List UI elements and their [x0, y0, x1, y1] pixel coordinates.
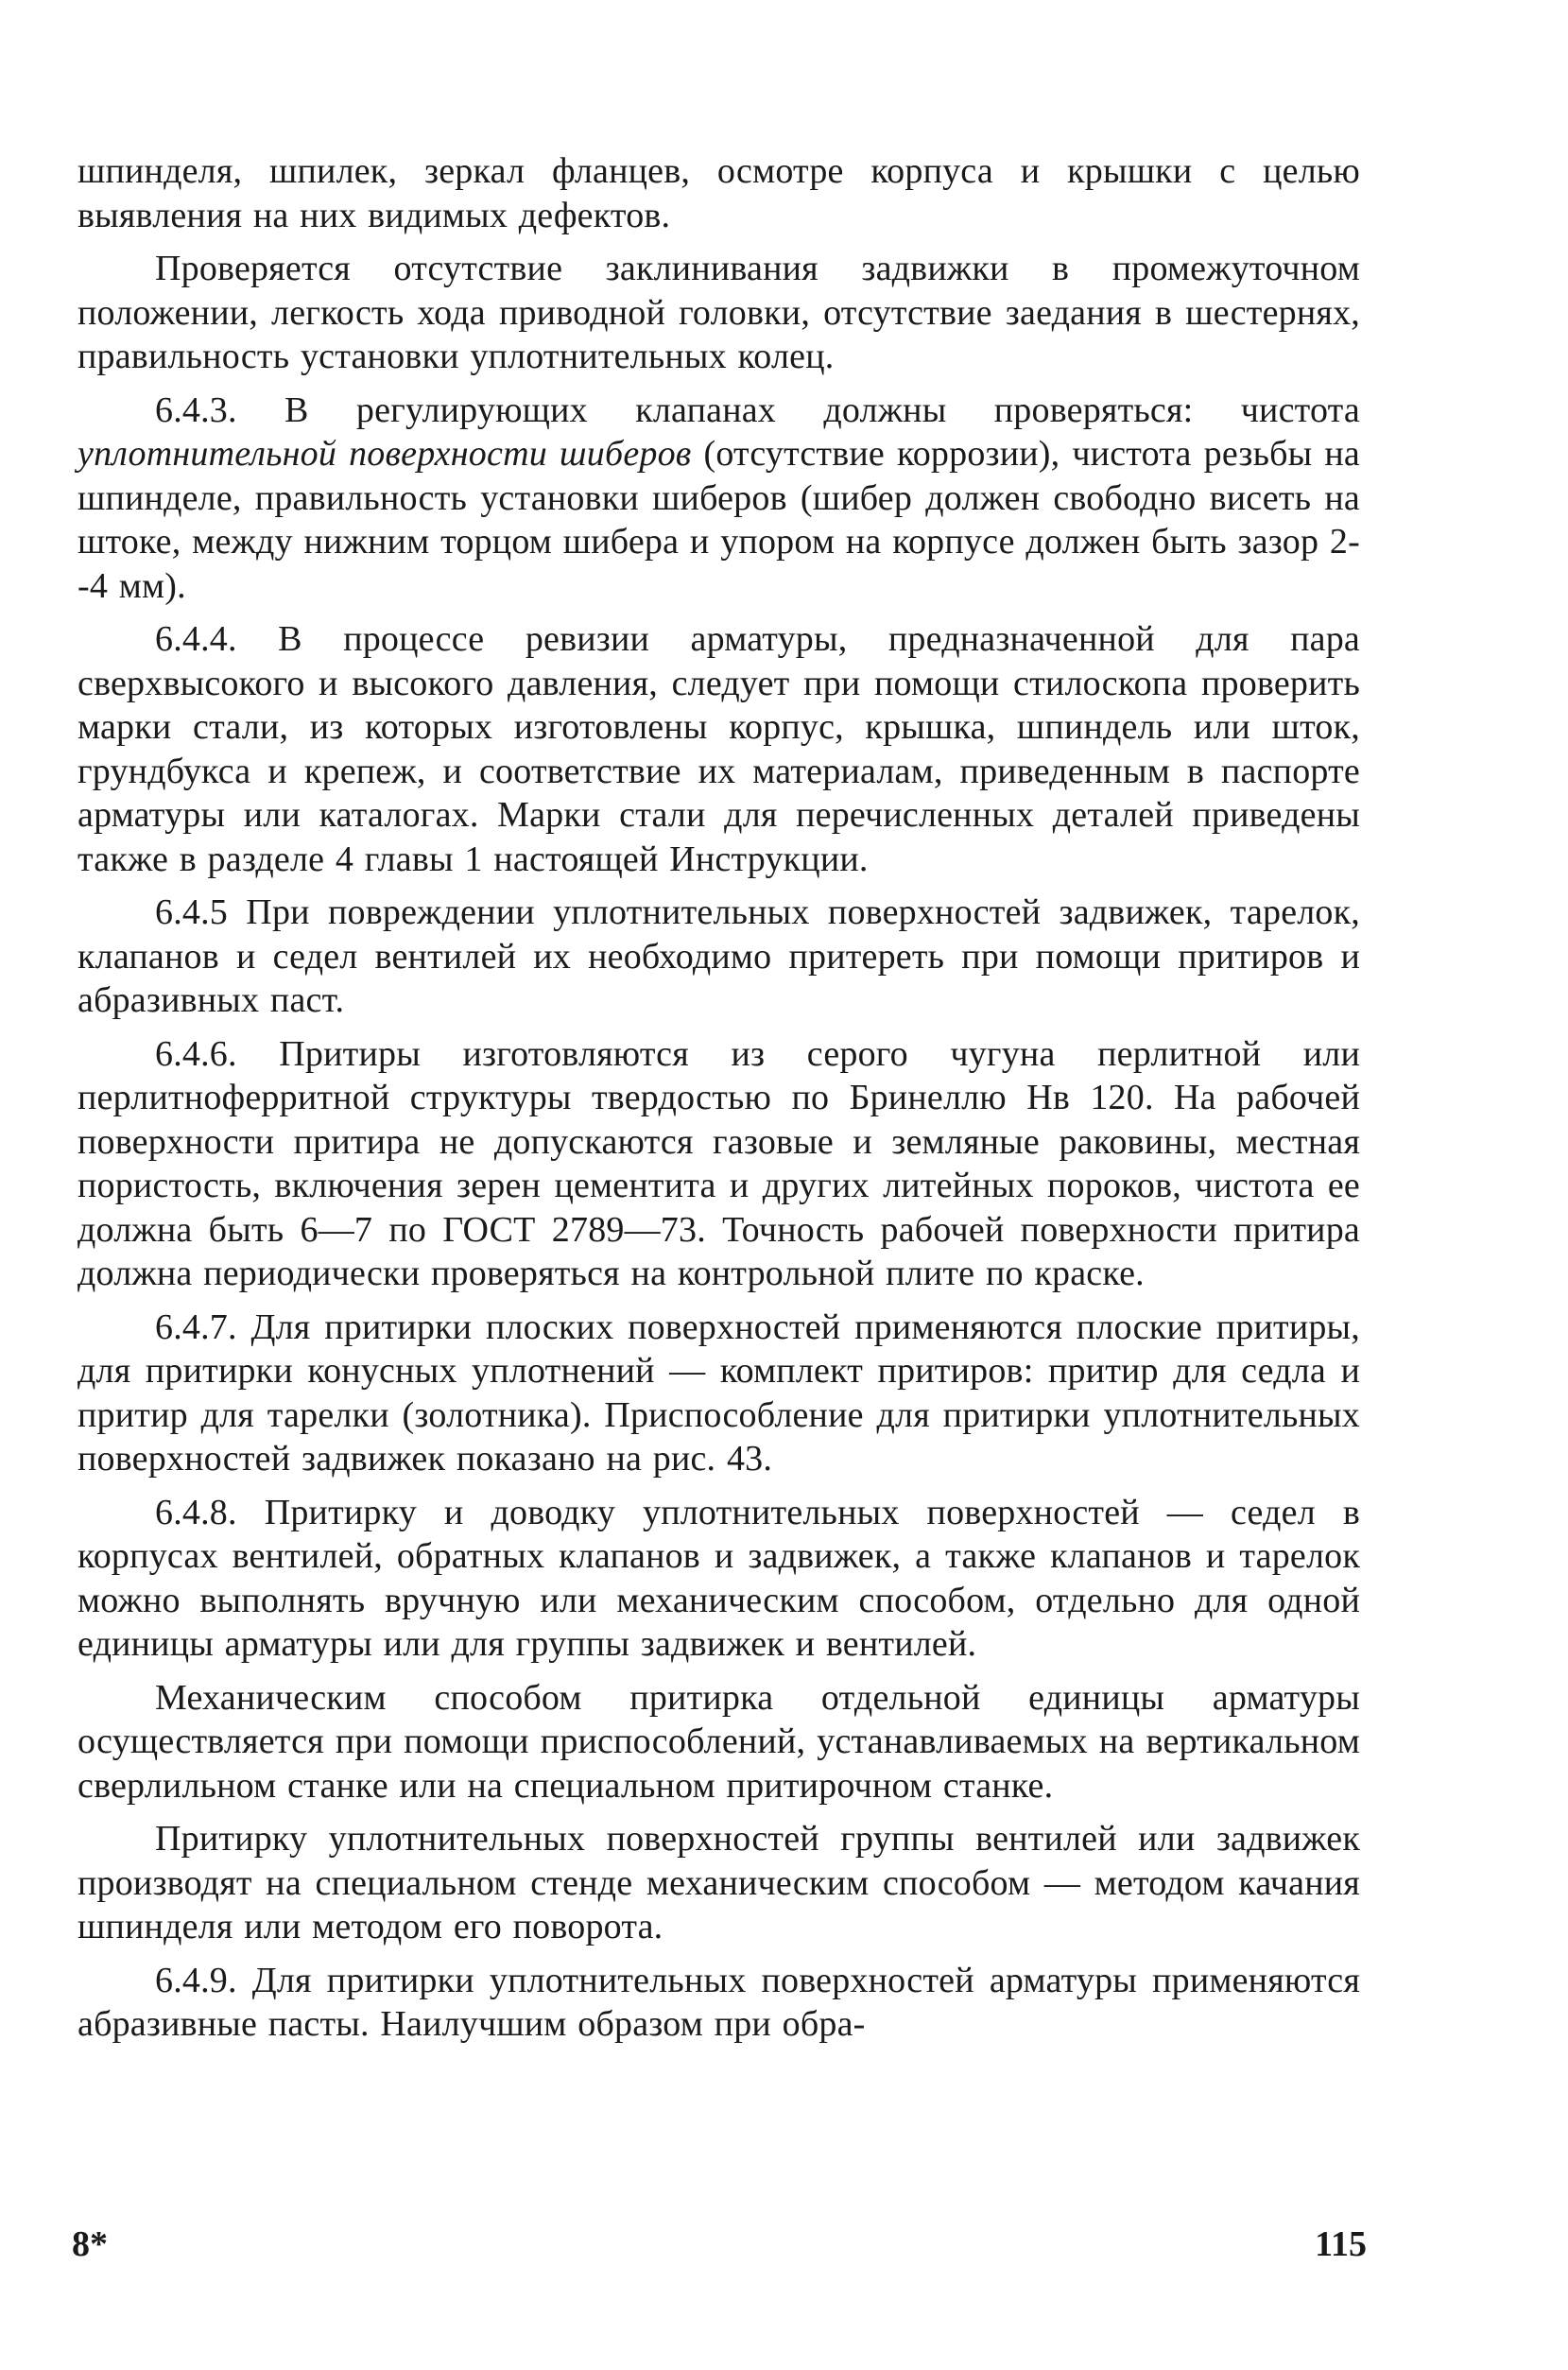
paragraph-group: Притирку уплотнительных поверхностей группы вентилей или задвижек производят на специальном стенде механическим способом — методом качания шпинделя или методом его поворота.	[78, 1819, 1360, 1946]
paragraph-mechanical: Механическим способом притирка отдельной единицы арматуры осуществляется при помощи приспособлений, устанавливаемых на вертикальном сверлильном станке или на специальном притирочном станке.	[78, 1677, 1360, 1806]
paragraph-6-4-8: 6.4.8. Притирку и доводку уплотнительных поверхностей — седел в корпусах вентилей, обратных клапанов и задвижек, а также клапанов и тарелок можно выполнять вручную или механическим способом, отдельно для одной единицы арматуры или для группы задвижек и вентилей.	[78, 1492, 1360, 1664]
paragraph-6-4-3-tail: (отсутствие коррозии), чистота резьбы на шпинделе, правильность установки шиберов (шибер должен свободно висеть на штоке, между нижним торцом шибера и упором на корпусе должен быть зазор 2--4 мм).	[78, 434, 1360, 606]
paragraph-6-4-7: 6.4.7. Для притирки плоских поверхностей применяются плоские притиры, для притирки конусных уплотнений — комплект притиров: притир для седла и притир для тарелки (золотника). Приспособление для притирки уплотнительных поверхностей задвижек показано на рис. 43.	[78, 1306, 1360, 1479]
page-footer	[72, 2223, 1367, 2271]
paragraph-0: шпинделя, шпилек, зеркал фланцев, осмотре корпуса и крышки с целью выявления на них видимых дефектов.	[78, 151, 1360, 235]
page-number: 115	[1315, 2224, 1367, 2264]
paragraph-6-4-3-lead: 6.4.3. В регулирующих клапанах должны проверяться: чистота	[155, 389, 1360, 430]
paragraph-1: Проверяется отсутствие заклинивания задвижки в промежуточном положении, легкость хода приводной головки, отсутствие заедания в шестернях, правильность установки уплотнительных колец.	[78, 249, 1360, 376]
paragraph-6-4-3	[78, 389, 1360, 609]
signature-mark: 8*	[72, 2224, 108, 2264]
paragraph-6-4-3-italic: уплотнительной поверхности шиберов	[78, 434, 692, 474]
paragraph-6-4-9: 6.4.9. Для притирки уплотнительных поверхностей арматуры применяются абразивные пасты. Наилучшим образом при обра-	[78, 1960, 1360, 2044]
paragraph-6-4-4: 6.4.4. В процессе ревизии арматуры, предназначенной для пара сверхвысокого и высокого давления, следует при помощи стилоскопа проверить марки стали, из которых изготовлены корпус, крышка, шпиндель или шток, грундбукса и крепеж, и соответствие их материалам, приведенным в паспорте арматуры или каталогах. Марки стали для перечисленных деталей приведены также в разделе 4 главы 1 настоящей Инструкции.	[78, 619, 1360, 879]
page-body	[78, 149, 1360, 2058]
paragraph-6-4-6: 6.4.6. Притиры изготовляются из серого чугуна перлитной или перлитноферритной структуры твердостью по Бринеллю Нв 120. На рабочей поверхности притира не допускаются газовые и земляные раковины, местная пористость, включения зерен цементита и других литейных пороков, чистота ее должна быть 6—7 по ГОСТ 2789—73. Точность рабочей поверхности притира должна периодически проверяться на контрольной плите по краске.	[78, 1033, 1360, 1293]
paragraph-6-4-5: 6.4.5 При повреждении уплотнительных поверхностей задвижек, тарелок, клапанов и седел вентилей их необходимо притереть при помощи притиров и абразивных паст.	[78, 892, 1360, 1020]
